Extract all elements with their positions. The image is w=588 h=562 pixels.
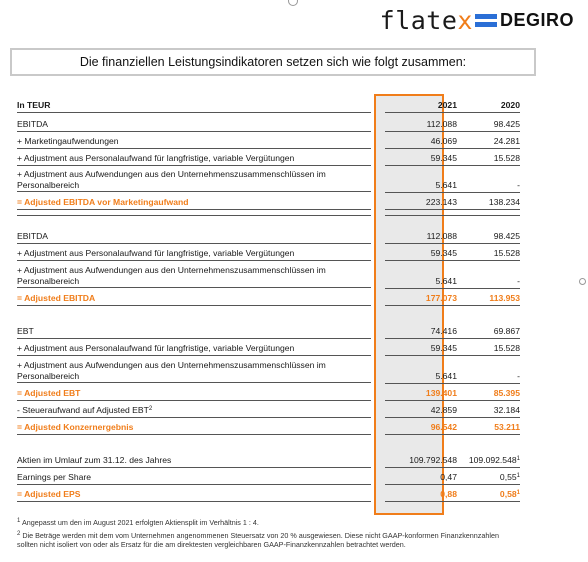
logo-equals-mark	[475, 13, 497, 28]
logo-degiro-text: DEGIRO	[499, 9, 574, 30]
header-unit: In TEUR	[17, 100, 367, 111]
top-edge-marker	[288, 0, 298, 6]
header-2020: 2020	[451, 100, 520, 111]
footnotes	[17, 518, 517, 553]
footnote-1: $^1$ Angepasst um den im August 2021 erfolgten Aktiensplit im Verhältnis 1 : 4.	[17, 518, 259, 527]
section-heading: Die finanziellen Leistungsindikatoren setzen sich wie folgt zusammen:	[10, 48, 536, 76]
header-2021: 2021	[385, 100, 457, 111]
logo-flatex-text: flatex	[379, 5, 473, 35]
footnote-2: $^2$ Die Beträge werden mit dem vom Unternehmen angenommenen Steuersatz von 20 % ausgewiesen. Diese nicht GAAP-konformen Finanzkennzahlen sollten nicht isoliert von oder als Ersatz für die am direktesten vergleichbaren GAAP-Finanzkennzahlen betrachtet werden.	[17, 530, 499, 550]
flatex-degiro-logo	[380, 6, 574, 34]
right-edge-marker	[579, 278, 586, 285]
